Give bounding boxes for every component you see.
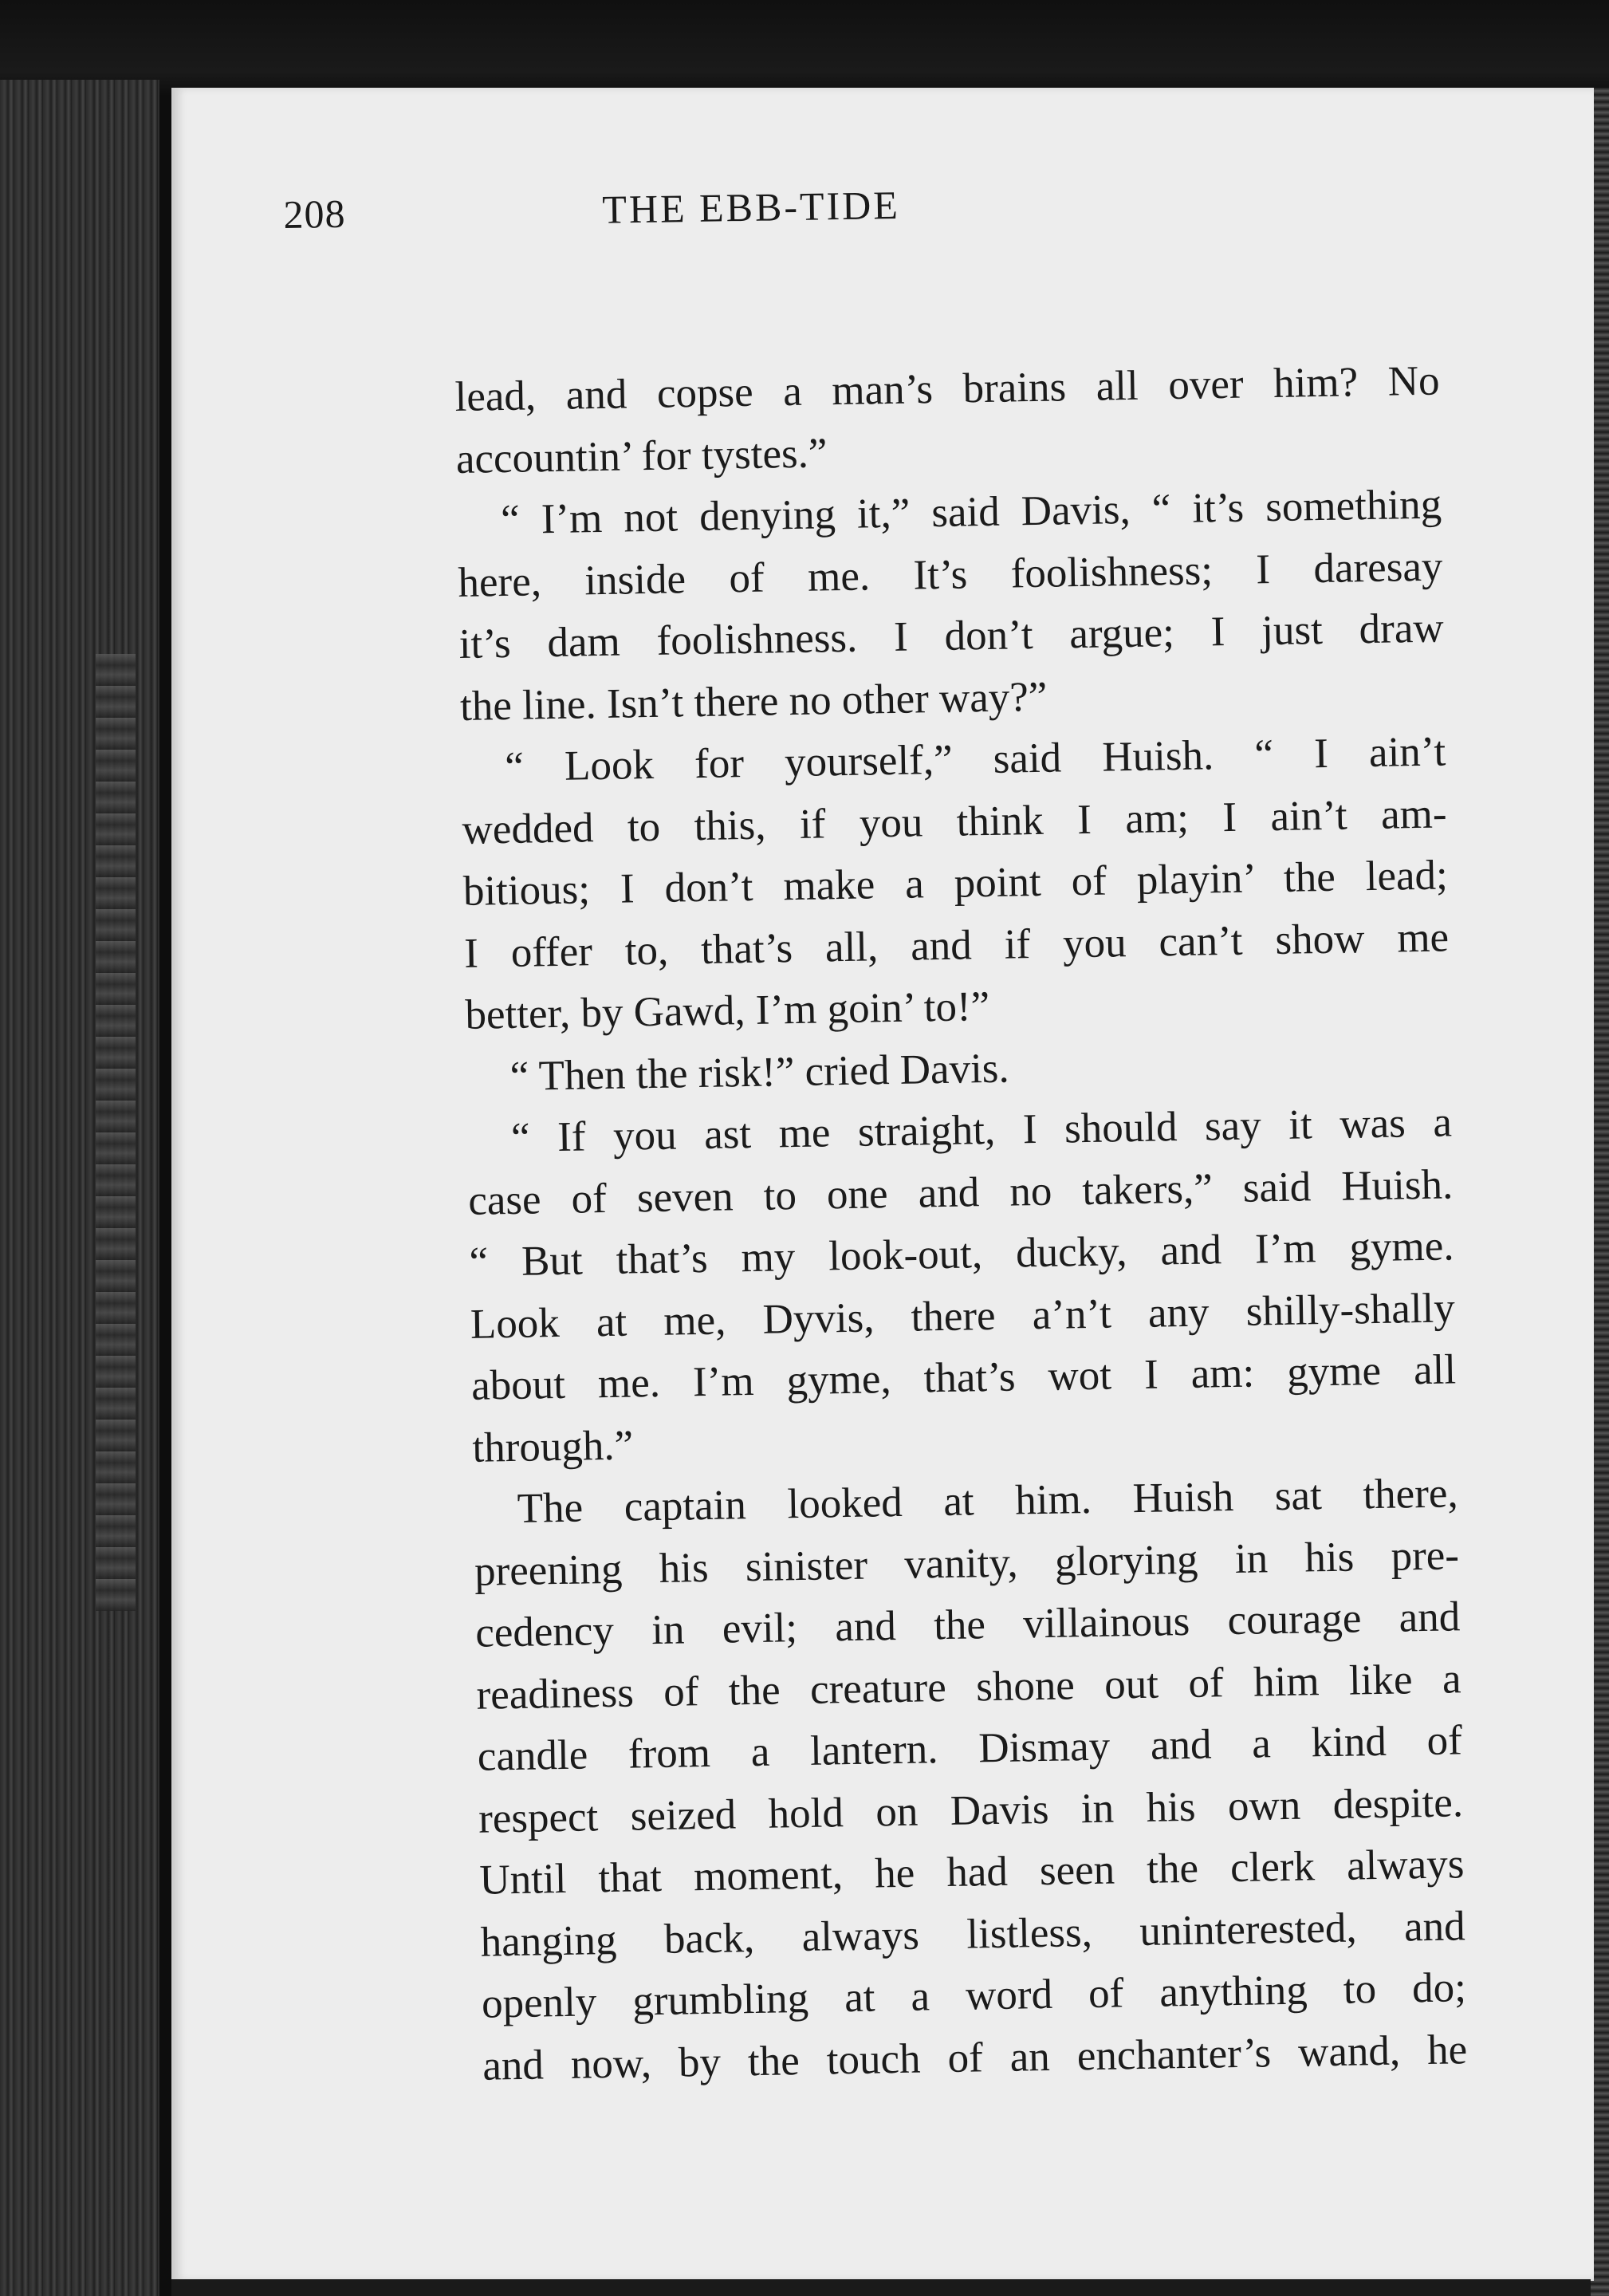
- text-line: openly grumbling at a word of anything to do;: [481, 1964, 1467, 2027]
- text-line: Look at me, Dyvis, there a’n’t any shilly-shally: [470, 1284, 1456, 1348]
- text-line: cedency in evil; and the villainous courage and: [474, 1593, 1461, 1656]
- text-line: I offer to, that’s all, and if you can’t show me: [463, 913, 1450, 977]
- text-line: bitious; I don’t make a point of playin’ the lead;: [462, 852, 1449, 915]
- text-line: through.”: [471, 1421, 634, 1471]
- text-line: candle from a lantern. Dismay and a kind of: [477, 1717, 1463, 1780]
- text-line: accountin’ for tystes.”: [455, 429, 828, 482]
- page-number: 208: [283, 191, 346, 237]
- text-line: better, by Gawd, I’m goin’ to!”: [464, 983, 990, 1038]
- text-line: it’s dam foolishness. I don’t argue; I just draw: [458, 605, 1445, 668]
- text-line: wedded to this, if you think I am; I ain’t am-: [462, 790, 1447, 853]
- book-bottom-edge: [171, 2279, 1591, 2296]
- book-left-edge: [0, 80, 159, 2296]
- text-line: case of seven to one and no takers,” said Huish.: [467, 1160, 1454, 1224]
- text-line: respect seized hold on Davis in his own despite.: [478, 1778, 1464, 1842]
- text-line: “ Look for yourself,” said Huish. “ I ain’t: [504, 728, 1446, 791]
- text-line: and now, by the touch of an enchanter’s wand, he: [482, 2026, 1468, 2089]
- body-text: [454, 351, 1468, 2097]
- text-line: about me. I’m gyme, that’s wot I am: gyme all: [470, 1346, 1457, 1409]
- text-line: the line. Isn’t there no other way?”: [459, 673, 1048, 730]
- text-line: The captain looked at him. Huish sat there,: [517, 1470, 1459, 1532]
- text-line: hanging back, always listless, uninterested, and: [480, 1902, 1466, 1966]
- text-line: “ I’m not denying it,” said Davis, “ it’s something: [500, 481, 1442, 544]
- text-line: “ But that’s my look-out, ducky, and I’m gyme.: [469, 1223, 1454, 1286]
- text-line: “ If you ast me straight, I should say it was a: [510, 1099, 1453, 1161]
- text-line: readiness of the creature shone out of him like a: [476, 1655, 1461, 1719]
- text-line: preening his sinister vanity, glorying in his pre-: [474, 1531, 1460, 1595]
- book-spine: [96, 654, 136, 1611]
- running-title: THE EBB-TIDE: [601, 182, 901, 232]
- text-line: Until that moment, he had seen the clerk always: [478, 1841, 1465, 1904]
- text-line: lead, and copse a man’s brains all over him? No: [454, 357, 1440, 420]
- text-line: here, inside of me. It’s foolishness; I daresay: [458, 542, 1443, 606]
- text-line: “ Then the risk!” cried Davis.: [509, 1045, 1010, 1100]
